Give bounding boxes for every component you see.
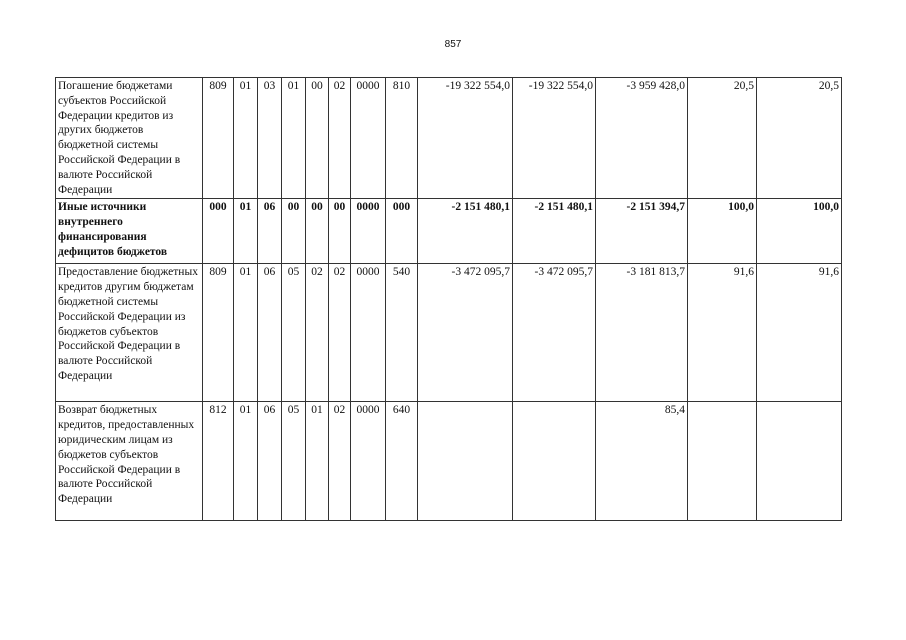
element-code-cell: 02 bbox=[329, 402, 351, 521]
planned-amount-cell bbox=[513, 402, 596, 521]
classification-code-cell: 000 bbox=[386, 199, 418, 264]
approved-amount-cell: -3 472 095,7 bbox=[418, 264, 513, 402]
admin-code-cell: 000 bbox=[203, 199, 234, 264]
article-code-cell: 05 bbox=[282, 402, 306, 521]
element-code-cell: 02 bbox=[329, 78, 351, 199]
element-code-cell: 02 bbox=[329, 264, 351, 402]
article-code-cell: 05 bbox=[282, 264, 306, 402]
subgroup-code-cell: 03 bbox=[258, 78, 282, 199]
group-code-cell: 01 bbox=[234, 402, 258, 521]
admin-code-cell: 809 bbox=[203, 78, 234, 199]
group-code-cell: 01 bbox=[234, 199, 258, 264]
group-code-cell: 01 bbox=[234, 78, 258, 199]
percent-approved-cell: 91,6 bbox=[688, 264, 757, 402]
subgroup-code-cell: 06 bbox=[258, 264, 282, 402]
approved-amount-cell bbox=[418, 402, 513, 521]
admin-code-cell: 809 bbox=[203, 264, 234, 402]
executed-amount-cell: -3 959 428,0 bbox=[596, 78, 688, 199]
subarticle-code-cell: 00 bbox=[306, 199, 329, 264]
page-number: 857 bbox=[444, 39, 462, 50]
article-code-cell: 00 bbox=[282, 199, 306, 264]
row-name-cell: Иные источники внутреннего финансирования дефицитов бюджетов bbox=[56, 199, 203, 264]
planned-amount-cell: -19 322 554,0 bbox=[513, 78, 596, 199]
budget-sources-table bbox=[55, 77, 842, 521]
subarticle-code-cell: 02 bbox=[306, 264, 329, 402]
planned-amount-cell: -3 472 095,7 bbox=[513, 264, 596, 402]
article-code-cell: 01 bbox=[282, 78, 306, 199]
program-code-cell: 0000 bbox=[351, 402, 386, 521]
table-row bbox=[56, 199, 842, 264]
percent-planned-cell: 91,6 bbox=[757, 264, 842, 402]
subgroup-code-cell: 06 bbox=[258, 199, 282, 264]
group-code-cell: 01 bbox=[234, 264, 258, 402]
percent-planned-cell: 100,0 bbox=[757, 199, 842, 264]
planned-amount-cell: -2 151 480,1 bbox=[513, 199, 596, 264]
program-code-cell: 0000 bbox=[351, 78, 386, 199]
percent-approved-cell: 20,5 bbox=[688, 78, 757, 199]
classification-code-cell: 810 bbox=[386, 78, 418, 199]
subarticle-code-cell: 00 bbox=[306, 78, 329, 199]
approved-amount-cell: -19 322 554,0 bbox=[418, 78, 513, 199]
table-row bbox=[56, 402, 842, 521]
subgroup-code-cell: 06 bbox=[258, 402, 282, 521]
element-code-cell: 00 bbox=[329, 199, 351, 264]
row-name-cell: Возврат бюджетных кредитов, предоставленных юридическим лицам из бюджетов субъектов Российской Федерации в валюте Российской Федерации bbox=[56, 402, 203, 521]
subarticle-code-cell: 01 bbox=[306, 402, 329, 521]
row-name-cell: Погашение бюджетами субъектов Российской Федерации кредитов из других бюджетов бюджетной системы Российской Федерации в валюте Российской Федерации bbox=[56, 78, 203, 199]
percent-planned-cell: 20,5 bbox=[757, 78, 842, 199]
program-code-cell: 0000 bbox=[351, 199, 386, 264]
table-row bbox=[56, 264, 842, 402]
table-row bbox=[56, 78, 842, 199]
percent-approved-cell bbox=[688, 402, 757, 521]
row-name-cell: Предоставление бюджетных кредитов другим бюджетам бюджетной системы Российской Федерации из бюджетов субъектов Российской Федерации в валюте Российской Федерации bbox=[56, 264, 203, 402]
admin-code-cell: 812 bbox=[203, 402, 234, 521]
classification-code-cell: 540 bbox=[386, 264, 418, 402]
percent-planned-cell bbox=[757, 402, 842, 521]
approved-amount-cell: -2 151 480,1 bbox=[418, 199, 513, 264]
program-code-cell: 0000 bbox=[351, 264, 386, 402]
executed-amount-cell: 85,4 bbox=[596, 402, 688, 521]
classification-code-cell: 640 bbox=[386, 402, 418, 521]
executed-amount-cell: -3 181 813,7 bbox=[596, 264, 688, 402]
percent-approved-cell: 100,0 bbox=[688, 199, 757, 264]
executed-amount-cell: -2 151 394,7 bbox=[596, 199, 688, 264]
